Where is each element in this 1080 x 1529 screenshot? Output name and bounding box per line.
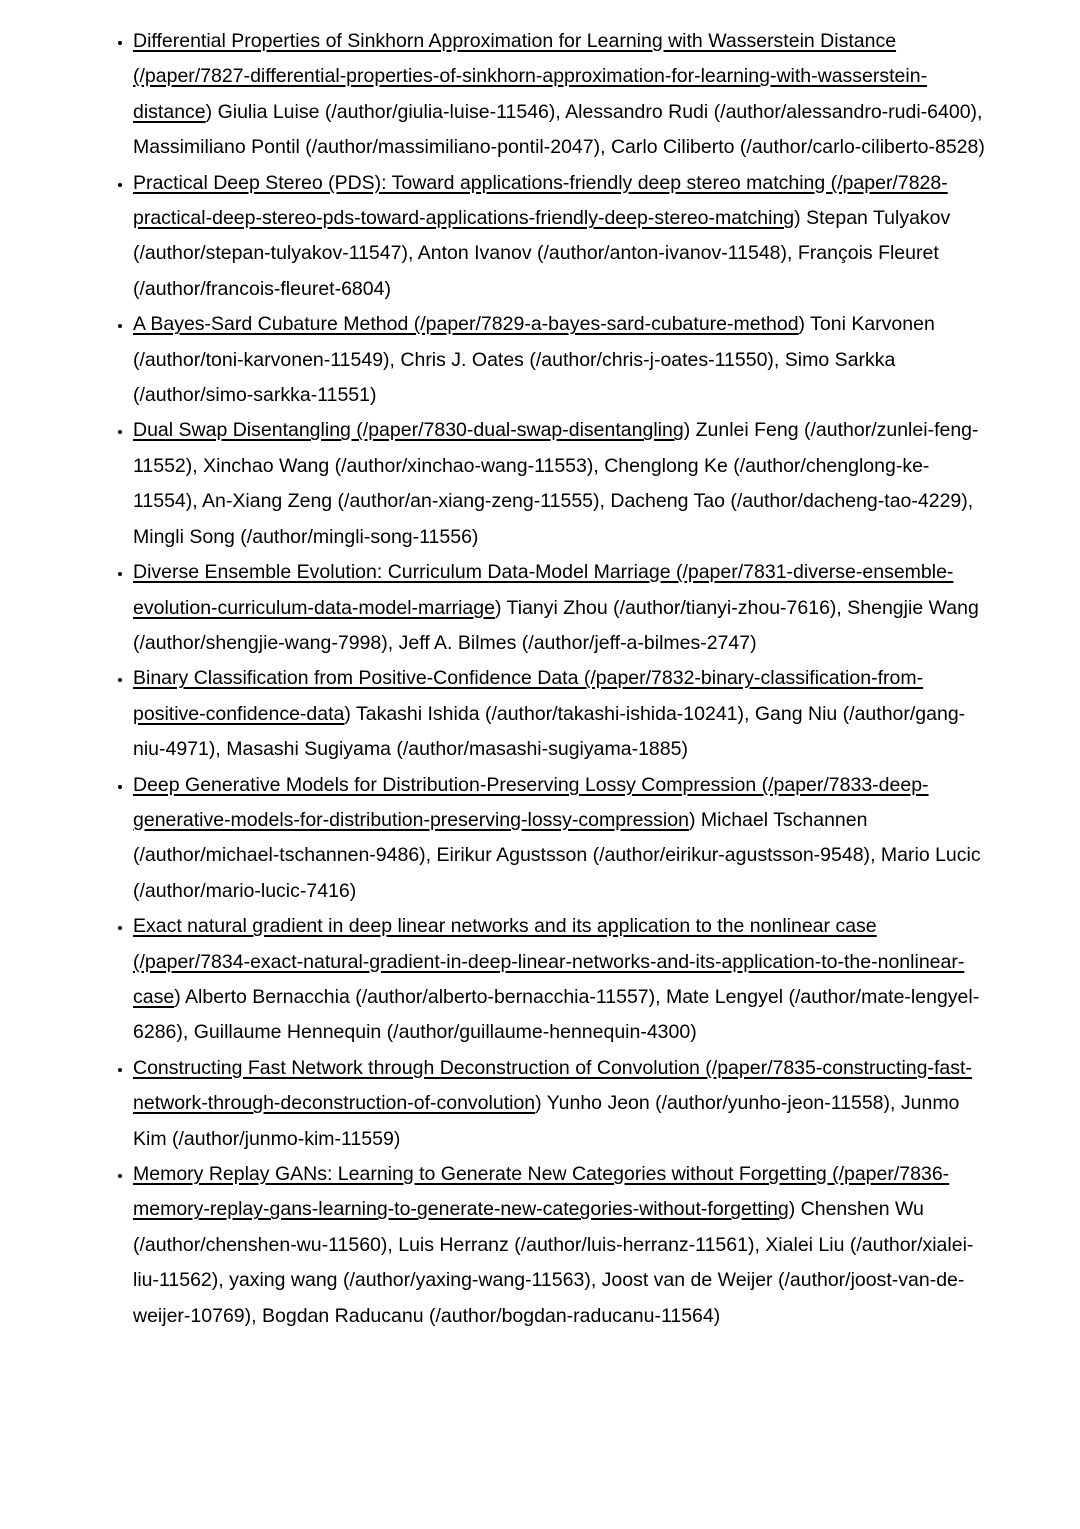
paper-link-close-paren: ) [174,985,181,1008]
author-link[interactable]: Yunho Jeon (/author/yunho-jeon-11558) [546,1092,891,1115]
paper-list-item [133,307,986,413]
paper-link[interactable]: Dual Swap Disentangling (/paper/7830-dual-swap-disentangling [133,419,684,442]
author-link[interactable]: Joost van de Weijer (/author/joost-van-de-weijer-10769) [133,1269,965,1327]
paper-authors: Yunho Jeon (/author/yunho-jeon-11558), Junmo Kim (/author/junmo-kim-11559) [133,1092,960,1150]
author-link[interactable]: Tianyi Zhou (/author/tianyi-zhou-7616) [506,596,837,619]
author-link[interactable]: Stepan Tulyakov (/author/stepan-tulyakov-11547) [133,207,951,265]
author-link[interactable]: Mate Lengyel (/author/mate-lengyel-6286) [133,985,980,1044]
author-link[interactable]: Giulia Luise (/author/giulia-luise-11546) [217,100,556,123]
author-link[interactable]: Dacheng Tao (/author/dacheng-tao-4229) [610,490,968,513]
paper-link[interactable]: Constructing Fast Network through Deconstruction of Convolution (/paper/7835-constructing-fast-network-through-deconstruction-of-convolution [133,1056,972,1115]
author-link[interactable]: Simo Sarkka (/author/simo-sarkka-11551) [133,348,896,407]
paper-link[interactable]: Practical Deep Stereo (PDS): Toward applications-friendly deep stereo matching (/paper/7828-practical-deep-stereo-pds-toward-applications-friendly-deep-stereo-matching [133,171,948,230]
paper-authors: Stepan Tulyakov (/author/stepan-tulyakov-11547), Anton Ivanov (/author/anton-ivanov-11548), François Fleuret (/author/francois-fleuret-6804) [133,207,951,300]
author-link[interactable]: An-Xiang Zeng (/author/an-xiang-zeng-11555) [202,490,600,513]
paper-list-item [133,1157,986,1334]
paper-link-close-paren: ) [798,313,806,336]
author-link[interactable]: Alessandro Rudi (/author/alessandro-rudi-6400) [565,100,978,123]
paper-link[interactable]: Exact natural gradient in deep linear networks and its application to the nonlinear case (/paper/7834-exact-natural-gradient-in-deep-linear-networks-and-its-application-to-the-nonlinear-case [133,915,965,1008]
author-link[interactable]: Xialei Liu (/author/xialei-liu-11562) [133,1233,974,1292]
paper-link-close-paren: ) [535,1092,542,1115]
paper-link[interactable]: Memory Replay GANs: Learning to Generate New Categories without Forgetting (/paper/7836-memory-replay-gans-learning-to-generate-new-categories-without-forgetting [133,1163,950,1221]
author-link[interactable]: Luis Herranz (/author/luis-herranz-11561) [398,1233,755,1256]
paper-authors: Zunlei Feng (/author/zunlei-feng-11552), Xinchao Wang (/author/xinchao-wang-11553), Chenglong Ke (/author/chenglong-ke-11554), An-Xiang Zeng (/author/an-xiang-zeng-11555), Dacheng Tao (/author/dacheng-tao-4229), Mingli Song (/author/mingli-song-11556) [133,419,979,548]
paper-list-item [133,1051,986,1157]
author-link[interactable]: Eirikur Agustsson (/author/eirikur-agustsson-9548) [436,844,871,867]
paper-link[interactable]: Diverse Ensemble Evolution: Curriculum Data-Model Marriage (/paper/7831-diverse-ensemble-evolution-curriculum-data-model-marriage [133,561,954,619]
author-link[interactable]: Gang Niu (/author/gang-niu-4971) [133,702,966,761]
author-link[interactable]: Takashi Ishida (/author/takashi-ishida-10241) [355,702,745,725]
author-link[interactable]: Michael Tschannen (/author/michael-tschannen-9486) [133,808,868,867]
paper-link-close-paren: ) [205,100,213,123]
author-link[interactable]: Carlo Ciliberto (/author/carlo-ciliberto-8528) [610,136,985,159]
author-link[interactable]: Anton Ivanov (/author/anton-ivanov-11548) [417,242,788,265]
paper-link[interactable]: Deep Generative Models for Distribution-Preserving Lossy Compression (/paper/7833-deep-generative-models-for-distribution-preserving-lossy-compression [133,773,929,831]
paper-list-item [133,768,986,910]
author-link[interactable]: Toni Karvonen (/author/toni-karvonen-11549) [133,313,935,371]
author-link[interactable]: Shengjie Wang (/author/shengjie-wang-7998) [133,596,979,654]
author-link[interactable]: Xinchao Wang (/author/xinchao-wang-11553) [203,454,594,477]
paper-authors: Michael Tschannen (/author/michael-tschannen-9486), Eirikur Agustsson (/author/eirikur-agustsson-9548), Mario Lucic (/author/mario-lucic-7416) [133,808,981,902]
paper-link[interactable]: A Bayes-Sard Cubature Method (/paper/7829-a-bayes-sard-cubature-method [133,313,799,336]
author-link[interactable]: Chenshen Wu (/author/chenshen-wu-11560) [133,1198,924,1256]
author-link[interactable]: François Fleuret (/author/francois-fleuret-6804) [133,242,939,300]
paper-authors: Giulia Luise (/author/giulia-luise-11546), Alessandro Rudi (/author/alessandro-rudi-6400), Massimiliano Pontil (/author/massimiliano-pontil-2047), Carlo Ciliberto (/author/carlo-ciliberto-8528) [133,100,985,159]
paper-link-close-paren: ) [683,419,691,442]
paper-list-item [133,661,986,767]
author-link[interactable]: Junmo Kim (/author/junmo-kim-11559) [133,1092,960,1150]
author-link[interactable]: Zunlei Feng (/author/zunlei-feng-11552) [133,419,979,477]
paper-authors: Chenshen Wu (/author/chenshen-wu-11560), Luis Herranz (/author/luis-herranz-11561), Xialei Liu (/author/xialei-liu-11562), yaxing wang (/author/yaxing-wang-11563), Joost van de Weijer (/author/joost-van-de-weijer-10769), Bogdan Raducanu (/author/bogdan-raducanu-11564) [133,1198,974,1327]
paper-list-item [133,413,986,555]
paper-authors: Tianyi Zhou (/author/tianyi-zhou-7616), Shengjie Wang (/author/shengjie-wang-7998), Jeff A. Bilmes (/author/jeff-a-bilmes-2747) [133,596,979,654]
paper-link[interactable]: Binary Classification from Positive-Confidence Data (/paper/7832-binary-classification-from-positive-confidence-data [133,667,924,725]
paper-list-item [133,909,986,1051]
paper-link-close-paren: ) [494,596,502,619]
author-link[interactable]: Chris J. Oates (/author/chris-j-oates-11550) [400,348,774,371]
author-link[interactable]: Mingli Song (/author/mingli-song-11556) [133,525,479,548]
author-link[interactable]: Masashi Sugiyama (/author/masashi-sugiyama-1885) [226,738,688,761]
paper-link-close-paren: ) [794,207,801,230]
paper-link-close-paren: ) [688,808,696,831]
paper-authors: Alberto Bernacchia (/author/alberto-bernacchia-11557), Mate Lengyel (/author/mate-lengyel-6286), Guillaume Hennequin (/author/guillaume-hennequin-4300) [133,985,980,1044]
paper-list-item [133,166,986,308]
paper-link[interactable]: Differential Properties of Sinkhorn Approximation for Learning with Wasserstein Distance (/paper/7827-differential-properties-of-sinkhorn-approximation-for-learning-with-wasserstein-distance [133,30,928,123]
paper-list-item [133,24,986,166]
author-link[interactable]: yaxing wang (/author/yaxing-wang-11563) [229,1269,591,1292]
author-link[interactable]: Massimiliano Pontil (/author/massimiliano-pontil-2047) [133,136,601,159]
author-link[interactable]: Mario Lucic (/author/mario-lucic-7416) [133,844,981,902]
author-link[interactable]: Guillaume Hennequin (/author/guillaume-hennequin-4300) [193,1021,697,1044]
author-link[interactable]: Alberto Bernacchia (/author/alberto-bernacchia-11557) [185,985,656,1008]
paper-authors: Takashi Ishida (/author/takashi-ishida-10241), Gang Niu (/author/gang-niu-4971), Masashi Sugiyama (/author/masashi-sugiyama-1885) [133,702,966,761]
paper-authors: Toni Karvonen (/author/toni-karvonen-11549), Chris J. Oates (/author/chris-j-oates-11550), Simo Sarkka (/author/simo-sarkka-11551) [133,313,935,407]
paper-list-item [133,555,986,661]
author-link[interactable]: Bogdan Raducanu (/author/bogdan-raducanu-11564) [262,1304,721,1327]
paper-link-close-paren: ) [788,1198,796,1221]
author-link[interactable]: Chenglong Ke (/author/chenglong-ke-11554) [133,454,930,513]
author-link[interactable]: Jeff A. Bilmes (/author/jeff-a-bilmes-2747) [398,631,757,654]
paper-link-close-paren: ) [344,702,351,725]
